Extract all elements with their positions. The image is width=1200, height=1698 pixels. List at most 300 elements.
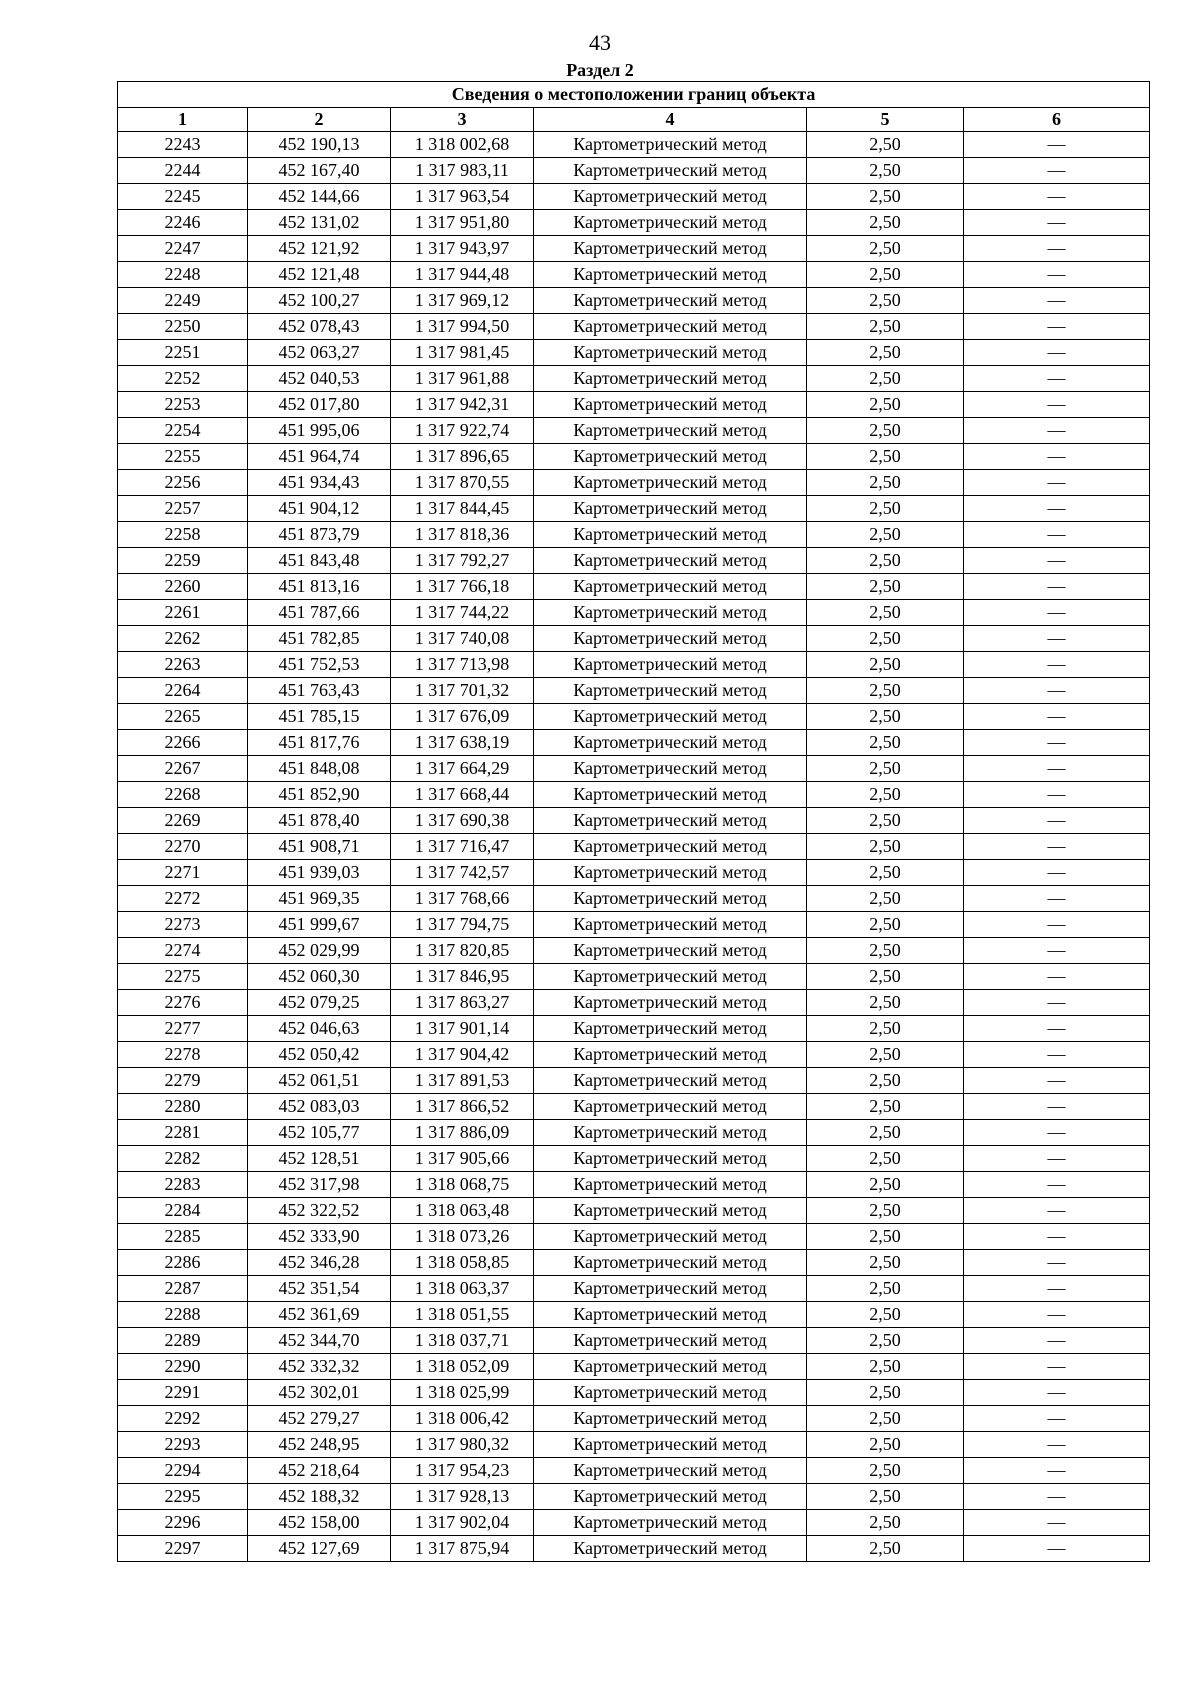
column-header-5: 5 [807,108,964,132]
y-coordinate-cell: 1 318 025,99 [391,1380,534,1406]
table-row [118,184,1150,210]
method-cell: Картометрический метод [534,1484,807,1510]
method-cell: Картометрический метод [534,236,807,262]
table-row [118,366,1150,392]
accuracy-cell: 2,50 [807,1146,964,1172]
x-coordinate-cell: 452 131,02 [248,210,391,236]
method-cell: Картометрический метод [534,1406,807,1432]
x-coordinate-cell: 452 017,80 [248,392,391,418]
description-cell: — [964,314,1150,340]
method-cell: Картометрический метод [534,1250,807,1276]
y-coordinate-cell: 1 317 713,98 [391,652,534,678]
table-row [118,1016,1150,1042]
point-number-cell: 2296 [118,1510,248,1536]
table-row [118,1380,1150,1406]
point-number-cell: 2283 [118,1172,248,1198]
table-row [118,1042,1150,1068]
x-coordinate-cell: 451 813,16 [248,574,391,600]
table-row [118,262,1150,288]
table-row [118,704,1150,730]
y-coordinate-cell: 1 317 846,95 [391,964,534,990]
point-number-cell: 2291 [118,1380,248,1406]
method-cell: Картометрический метод [534,288,807,314]
accuracy-cell: 2,50 [807,1016,964,1042]
x-coordinate-cell: 451 848,08 [248,756,391,782]
point-number-cell: 2262 [118,626,248,652]
description-cell: — [964,652,1150,678]
point-number-cell: 2288 [118,1302,248,1328]
x-coordinate-cell: 452 079,25 [248,990,391,1016]
table-row [118,1068,1150,1094]
accuracy-cell: 2,50 [807,1328,964,1354]
y-coordinate-cell: 1 318 006,42 [391,1406,534,1432]
x-coordinate-cell: 452 061,51 [248,1068,391,1094]
method-cell: Картометрический метод [534,132,807,158]
table-row [118,652,1150,678]
description-cell: — [964,1406,1150,1432]
y-coordinate-cell: 1 318 063,48 [391,1198,534,1224]
table-body [118,132,1150,1562]
description-cell: — [964,1432,1150,1458]
table-row [118,938,1150,964]
description-cell: — [964,1510,1150,1536]
point-number-cell: 2287 [118,1276,248,1302]
method-cell: Картометрический метод [534,1302,807,1328]
y-coordinate-cell: 1 317 961,88 [391,366,534,392]
method-cell: Картометрический метод [534,626,807,652]
accuracy-cell: 2,50 [807,210,964,236]
accuracy-cell: 2,50 [807,964,964,990]
point-number-cell: 2269 [118,808,248,834]
x-coordinate-cell: 452 190,13 [248,132,391,158]
table-row [118,340,1150,366]
y-coordinate-cell: 1 317 943,97 [391,236,534,262]
point-number-cell: 2271 [118,860,248,886]
x-coordinate-cell: 451 999,67 [248,912,391,938]
description-cell: — [964,600,1150,626]
y-coordinate-cell: 1 317 951,80 [391,210,534,236]
x-coordinate-cell: 451 878,40 [248,808,391,834]
method-cell: Картометрический метод [534,678,807,704]
y-coordinate-cell: 1 317 638,19 [391,730,534,756]
accuracy-cell: 2,50 [807,1510,964,1536]
y-coordinate-cell: 1 317 942,31 [391,392,534,418]
y-coordinate-cell: 1 317 690,38 [391,808,534,834]
point-number-cell: 2284 [118,1198,248,1224]
table-row [118,418,1150,444]
y-coordinate-cell: 1 317 902,04 [391,1510,534,1536]
point-number-cell: 2275 [118,964,248,990]
x-coordinate-cell: 452 050,42 [248,1042,391,1068]
point-number-cell: 2270 [118,834,248,860]
y-coordinate-cell: 1 317 668,44 [391,782,534,808]
table-row [118,236,1150,262]
description-cell: — [964,1198,1150,1224]
x-coordinate-cell: 452 078,43 [248,314,391,340]
accuracy-cell: 2,50 [807,1068,964,1094]
y-coordinate-cell: 1 317 820,85 [391,938,534,964]
accuracy-cell: 2,50 [807,1120,964,1146]
method-cell: Картометрический метод [534,1016,807,1042]
y-coordinate-cell: 1 317 886,09 [391,1120,534,1146]
y-coordinate-cell: 1 318 068,75 [391,1172,534,1198]
description-cell: — [964,626,1150,652]
description-cell: — [964,1016,1150,1042]
accuracy-cell: 2,50 [807,236,964,262]
description-cell: — [964,366,1150,392]
description-cell: — [964,1328,1150,1354]
table-row [118,548,1150,574]
description-cell: — [964,1224,1150,1250]
y-coordinate-cell: 1 317 922,74 [391,418,534,444]
method-cell: Картометрический метод [534,600,807,626]
table-row [118,288,1150,314]
x-coordinate-cell: 451 969,35 [248,886,391,912]
method-cell: Картометрический метод [534,574,807,600]
description-cell: — [964,1094,1150,1120]
description-cell: — [964,288,1150,314]
accuracy-cell: 2,50 [807,704,964,730]
table-row [118,730,1150,756]
table-row [118,1198,1150,1224]
table-row [118,1120,1150,1146]
x-coordinate-cell: 452 100,27 [248,288,391,314]
description-cell: — [964,132,1150,158]
point-number-cell: 2248 [118,262,248,288]
y-coordinate-cell: 1 317 994,50 [391,314,534,340]
table-row [118,496,1150,522]
x-coordinate-cell: 452 060,30 [248,964,391,990]
point-number-cell: 2259 [118,548,248,574]
column-header-2: 2 [248,108,391,132]
description-cell: — [964,834,1150,860]
description-cell: — [964,964,1150,990]
description-cell: — [964,1146,1150,1172]
x-coordinate-cell: 452 344,70 [248,1328,391,1354]
description-cell: — [964,158,1150,184]
table-row [118,132,1150,158]
point-number-cell: 2266 [118,730,248,756]
y-coordinate-cell: 1 317 980,32 [391,1432,534,1458]
table-caption-row [118,82,1150,108]
method-cell: Картометрический метод [534,1536,807,1562]
method-cell: Картометрический метод [534,522,807,548]
description-cell: — [964,756,1150,782]
accuracy-cell: 2,50 [807,522,964,548]
x-coordinate-cell: 452 218,64 [248,1458,391,1484]
description-cell: — [964,418,1150,444]
method-cell: Картометрический метод [534,834,807,860]
point-number-cell: 2244 [118,158,248,184]
accuracy-cell: 2,50 [807,158,964,184]
accuracy-cell: 2,50 [807,1406,964,1432]
x-coordinate-cell: 451 939,03 [248,860,391,886]
point-number-cell: 2278 [118,1042,248,1068]
x-coordinate-cell: 452 128,51 [248,1146,391,1172]
method-cell: Картометрический метод [534,496,807,522]
table-row [118,158,1150,184]
x-coordinate-cell: 451 782,85 [248,626,391,652]
table-row [118,1094,1150,1120]
point-number-cell: 2268 [118,782,248,808]
y-coordinate-cell: 1 318 051,55 [391,1302,534,1328]
table-header-row [118,108,1150,132]
accuracy-cell: 2,50 [807,548,964,574]
y-coordinate-cell: 1 317 866,52 [391,1094,534,1120]
description-cell: — [964,184,1150,210]
table-row [118,1172,1150,1198]
x-coordinate-cell: 452 317,98 [248,1172,391,1198]
description-cell: — [964,262,1150,288]
accuracy-cell: 2,50 [807,782,964,808]
x-coordinate-cell: 452 029,99 [248,938,391,964]
point-number-cell: 2267 [118,756,248,782]
method-cell: Картометрический метод [534,652,807,678]
x-coordinate-cell: 452 158,00 [248,1510,391,1536]
accuracy-cell: 2,50 [807,600,964,626]
table-row [118,444,1150,470]
y-coordinate-cell: 1 317 954,23 [391,1458,534,1484]
point-number-cell: 2264 [118,678,248,704]
method-cell: Картометрический метод [534,470,807,496]
y-coordinate-cell: 1 317 928,13 [391,1484,534,1510]
accuracy-cell: 2,50 [807,470,964,496]
table-row [118,678,1150,704]
point-number-cell: 2279 [118,1068,248,1094]
y-coordinate-cell: 1 317 676,09 [391,704,534,730]
point-number-cell: 2295 [118,1484,248,1510]
point-number-cell: 2272 [118,886,248,912]
point-number-cell: 2255 [118,444,248,470]
x-coordinate-cell: 452 063,27 [248,340,391,366]
accuracy-cell: 2,50 [807,392,964,418]
y-coordinate-cell: 1 317 969,12 [391,288,534,314]
method-cell: Картометрический метод [534,1510,807,1536]
method-cell: Картометрический метод [534,1380,807,1406]
description-cell: — [964,1458,1150,1484]
method-cell: Картометрический метод [534,444,807,470]
description-cell: — [964,522,1150,548]
method-cell: Картометрический метод [534,730,807,756]
table-row [118,1536,1150,1562]
x-coordinate-cell: 452 346,28 [248,1250,391,1276]
y-coordinate-cell: 1 318 002,68 [391,132,534,158]
method-cell: Картометрический метод [534,1042,807,1068]
accuracy-cell: 2,50 [807,1276,964,1302]
method-cell: Картометрический метод [534,1354,807,1380]
description-cell: — [964,1068,1150,1094]
y-coordinate-cell: 1 317 983,11 [391,158,534,184]
table-row [118,1224,1150,1250]
accuracy-cell: 2,50 [807,1094,964,1120]
table-row [118,1146,1150,1172]
x-coordinate-cell: 452 083,03 [248,1094,391,1120]
method-cell: Картометрический метод [534,418,807,444]
description-cell: — [964,808,1150,834]
boundary-coordinates-table [117,81,1150,1562]
x-coordinate-cell: 451 752,53 [248,652,391,678]
description-cell: — [964,678,1150,704]
accuracy-cell: 2,50 [807,860,964,886]
x-coordinate-cell: 451 908,71 [248,834,391,860]
y-coordinate-cell: 1 317 742,57 [391,860,534,886]
accuracy-cell: 2,50 [807,730,964,756]
table-row [118,782,1150,808]
point-number-cell: 2286 [118,1250,248,1276]
y-coordinate-cell: 1 317 904,42 [391,1042,534,1068]
point-number-cell: 2285 [118,1224,248,1250]
accuracy-cell: 2,50 [807,1172,964,1198]
method-cell: Картометрический метод [534,1172,807,1198]
point-number-cell: 2290 [118,1354,248,1380]
column-header-4: 4 [534,108,807,132]
x-coordinate-cell: 451 995,06 [248,418,391,444]
description-cell: — [964,912,1150,938]
point-number-cell: 2261 [118,600,248,626]
point-number-cell: 2246 [118,210,248,236]
description-cell: — [964,444,1150,470]
method-cell: Картометрический метод [534,808,807,834]
y-coordinate-cell: 1 317 740,08 [391,626,534,652]
accuracy-cell: 2,50 [807,1484,964,1510]
accuracy-cell: 2,50 [807,678,964,704]
method-cell: Картометрический метод [534,1198,807,1224]
accuracy-cell: 2,50 [807,886,964,912]
x-coordinate-cell: 451 852,90 [248,782,391,808]
y-coordinate-cell: 1 317 701,32 [391,678,534,704]
point-number-cell: 2243 [118,132,248,158]
description-cell: — [964,1042,1150,1068]
method-cell: Картометрический метод [534,860,807,886]
point-number-cell: 2297 [118,1536,248,1562]
method-cell: Картометрический метод [534,1120,807,1146]
accuracy-cell: 2,50 [807,496,964,522]
point-number-cell: 2281 [118,1120,248,1146]
point-number-cell: 2293 [118,1432,248,1458]
method-cell: Картометрический метод [534,1224,807,1250]
x-coordinate-cell: 452 248,95 [248,1432,391,1458]
table-row [118,990,1150,1016]
method-cell: Картометрический метод [534,548,807,574]
accuracy-cell: 2,50 [807,288,964,314]
description-cell: — [964,938,1150,964]
accuracy-cell: 2,50 [807,314,964,340]
y-coordinate-cell: 1 317 794,75 [391,912,534,938]
x-coordinate-cell: 452 105,77 [248,1120,391,1146]
y-coordinate-cell: 1 318 058,85 [391,1250,534,1276]
method-cell: Картометрический метод [534,392,807,418]
y-coordinate-cell: 1 317 901,14 [391,1016,534,1042]
x-coordinate-cell: 451 817,76 [248,730,391,756]
method-cell: Картометрический метод [534,912,807,938]
y-coordinate-cell: 1 317 744,22 [391,600,534,626]
page-number: 43 [589,30,611,55]
y-coordinate-cell: 1 317 766,18 [391,574,534,600]
x-coordinate-cell: 452 333,90 [248,1224,391,1250]
point-number-cell: 2276 [118,990,248,1016]
column-header-3: 3 [391,108,534,132]
table-row [118,834,1150,860]
table-row [118,600,1150,626]
y-coordinate-cell: 1 317 944,48 [391,262,534,288]
method-cell: Картометрический метод [534,1094,807,1120]
method-cell: Картометрический метод [534,262,807,288]
point-number-cell: 2260 [118,574,248,600]
x-coordinate-cell: 451 763,43 [248,678,391,704]
x-coordinate-cell: 452 046,63 [248,1016,391,1042]
description-cell: — [964,1276,1150,1302]
table-row [118,210,1150,236]
x-coordinate-cell: 452 322,52 [248,1198,391,1224]
method-cell: Картометрический метод [534,366,807,392]
accuracy-cell: 2,50 [807,626,964,652]
table-row [118,1484,1150,1510]
method-cell: Картометрический метод [534,158,807,184]
point-number-cell: 2251 [118,340,248,366]
accuracy-cell: 2,50 [807,1458,964,1484]
method-cell: Картометрический метод [534,964,807,990]
description-cell: — [964,860,1150,886]
method-cell: Картометрический метод [534,340,807,366]
description-cell: — [964,886,1150,912]
table-row [118,964,1150,990]
x-coordinate-cell: 452 302,01 [248,1380,391,1406]
method-cell: Картометрический метод [534,782,807,808]
accuracy-cell: 2,50 [807,834,964,860]
method-cell: Картометрический метод [534,886,807,912]
accuracy-cell: 2,50 [807,808,964,834]
point-number-cell: 2282 [118,1146,248,1172]
accuracy-cell: 2,50 [807,418,964,444]
table-row [118,1406,1150,1432]
y-coordinate-cell: 1 317 891,53 [391,1068,534,1094]
table-row [118,1302,1150,1328]
method-cell: Картометрический метод [534,210,807,236]
method-cell: Картометрический метод [534,704,807,730]
method-cell: Картометрический метод [534,184,807,210]
table-row [118,756,1150,782]
method-cell: Картометрический метод [534,1146,807,1172]
table-row [118,1354,1150,1380]
y-coordinate-cell: 1 317 844,45 [391,496,534,522]
table-row [118,470,1150,496]
accuracy-cell: 2,50 [807,1432,964,1458]
description-cell: — [964,730,1150,756]
method-cell: Картометрический метод [534,314,807,340]
table-row [118,392,1150,418]
y-coordinate-cell: 1 317 792,27 [391,548,534,574]
point-number-cell: 2273 [118,912,248,938]
y-coordinate-cell: 1 317 768,66 [391,886,534,912]
point-number-cell: 2265 [118,704,248,730]
table-row [118,1328,1150,1354]
point-number-cell: 2258 [118,522,248,548]
description-cell: — [964,704,1150,730]
x-coordinate-cell: 452 351,54 [248,1276,391,1302]
point-number-cell: 2294 [118,1458,248,1484]
table-row [118,1432,1150,1458]
point-number-cell: 2263 [118,652,248,678]
description-cell: — [964,470,1150,496]
table-row [118,860,1150,886]
column-header-1: 1 [118,108,248,132]
description-cell: — [964,1120,1150,1146]
method-cell: Картометрический метод [534,1432,807,1458]
point-number-cell: 2247 [118,236,248,262]
method-cell: Картометрический метод [534,1276,807,1302]
point-number-cell: 2249 [118,288,248,314]
point-number-cell: 2245 [118,184,248,210]
